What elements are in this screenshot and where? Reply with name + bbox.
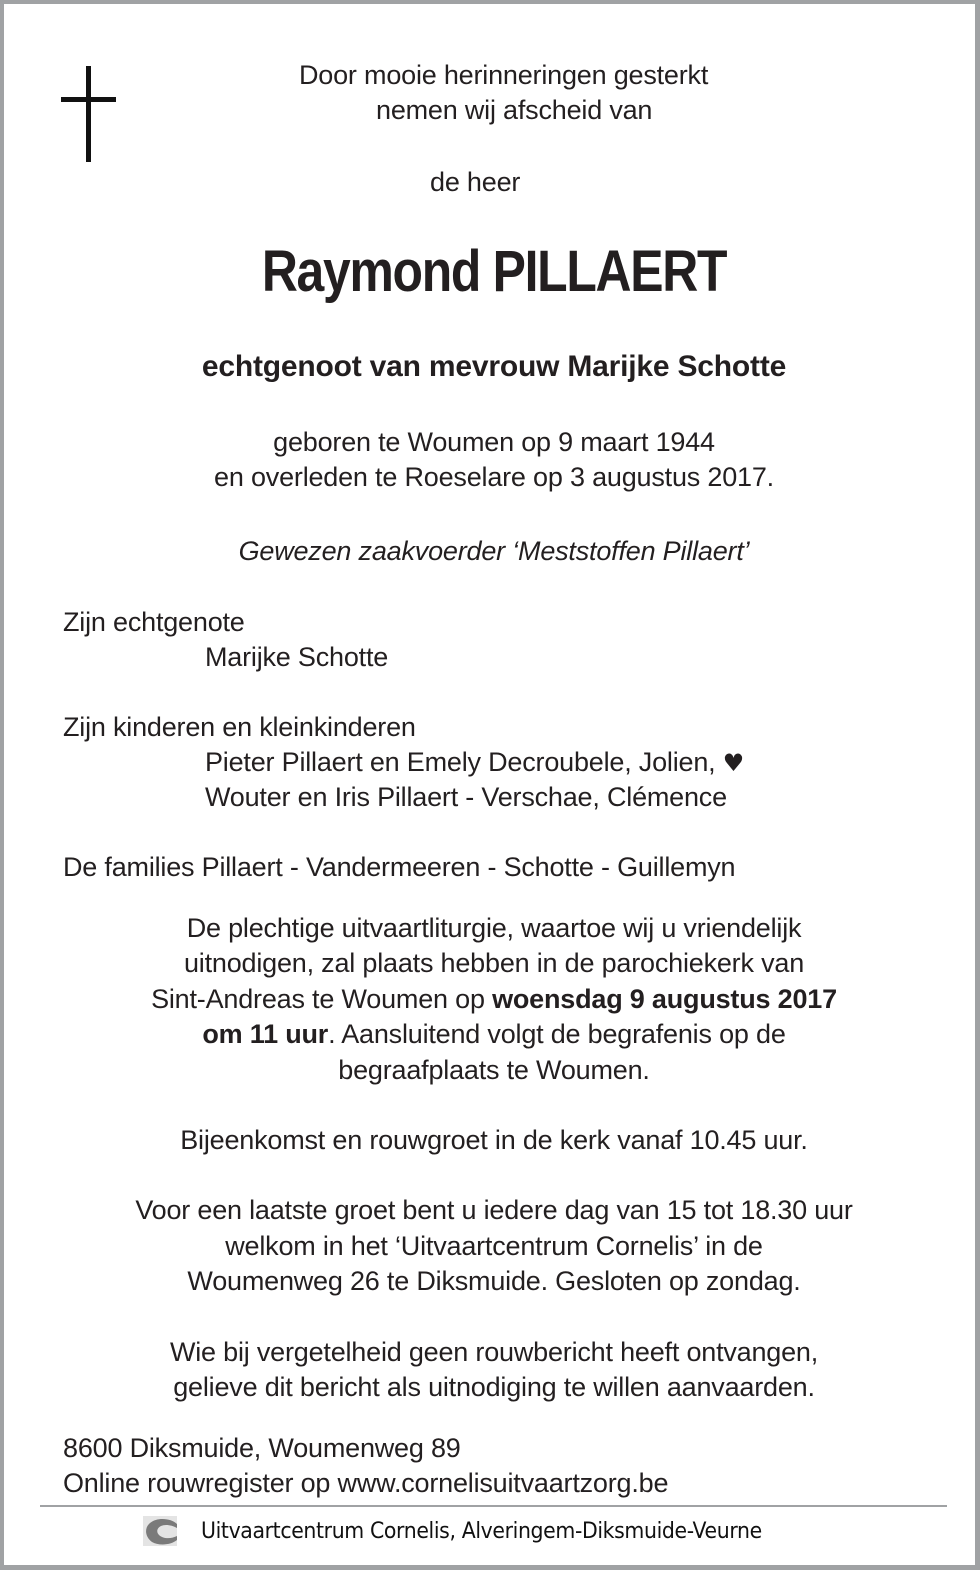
funeral-line-4 bbox=[4, 1017, 980, 1052]
visitation-line-2: welkom in het ‘Uitvaartcentrum Cornelis’ in de bbox=[225, 1231, 763, 1261]
intro-line-1: Door mooie herinneringen gesterkt bbox=[299, 60, 709, 90]
visitation-line-1: Voor een laatste groet bent u iedere dag van 15 tot 18.30 uur bbox=[135, 1195, 853, 1225]
funeral-date: woensdag 9 augustus 2017 bbox=[492, 984, 837, 1014]
funeral-line-3-prefix: Sint-Andreas te Woumen op bbox=[151, 984, 493, 1014]
notice-line-1: Wie bij vergetelheid geen rouwbericht heeft ontvangen, bbox=[169, 1337, 819, 1367]
spouse-name: Marijke Schotte bbox=[205, 642, 389, 672]
gathering-line: Bijeenkomst en rouwgroet in de kerk vanaf 10.45 uur. bbox=[180, 1125, 808, 1155]
footer-text: Uitvaartcentrum Cornelis, Alveringem-Diksmuide-Veurne bbox=[201, 1518, 763, 1544]
funeral-line-4-rest: . Aansluitend volgt de begrafenis op de bbox=[328, 1019, 786, 1049]
funeral-line-2: uitnodigen, zal plaats hebben in de parochiekerk van bbox=[183, 948, 805, 978]
funeral-line-5: begraafplaats te Woumen. bbox=[338, 1055, 650, 1085]
cornelis-c-logo-icon bbox=[143, 1516, 177, 1546]
child-line-1 bbox=[205, 745, 744, 781]
footer-divider bbox=[40, 1505, 947, 1507]
notice-line-2: gelieve dit bericht als uitnodiging te willen aanvaarden. bbox=[173, 1372, 815, 1402]
birth-line: geboren te Woumen op 9 maart 1944 bbox=[273, 427, 715, 457]
online-register-line: Online rouwregister op www.cornelisuitvaartzorg.be bbox=[63, 1468, 669, 1498]
child-line-2: Wouter en Iris Pillaert - Verschae, Clémence bbox=[205, 782, 727, 812]
death-line: en overleden te Roeselare op 3 augustus 2017. bbox=[214, 462, 774, 492]
occupation-line: Gewezen zaakvoerder ‘Meststoffen Pillaert’ bbox=[238, 536, 750, 566]
funeral-time: om 11 uur bbox=[202, 1019, 329, 1049]
deceased-name: Raymond PILLAERT bbox=[261, 239, 727, 304]
spouse-line: echtgenoot van mevrouw Marijke Schotte bbox=[201, 350, 787, 383]
visitation-line-3: Woumenweg 26 te Diksmuide. Gesloten op zondag. bbox=[187, 1266, 801, 1296]
children-heading: Zijn kinderen en kleinkinderen bbox=[63, 712, 416, 742]
spouse-heading: Zijn echtgenote bbox=[63, 607, 245, 637]
families-line: De families Pillaert - Vandermeeren - Schotte - Guillemyn bbox=[63, 852, 736, 882]
address-line: 8600 Diksmuide, Woumenweg 89 bbox=[63, 1433, 461, 1463]
child-line-1-text: Pieter Pillaert en Emely Decroubele, Jolien, bbox=[205, 747, 716, 777]
heart-icon: ♥ bbox=[722, 749, 745, 777]
funeral-line-3 bbox=[4, 982, 980, 1017]
latin-cross-icon bbox=[61, 66, 118, 164]
intro-line-2: nemen wij afscheid van bbox=[376, 95, 653, 125]
funeral-line-1: De plechtige uitvaartliturgie, waartoe wij u vriendelijk bbox=[186, 913, 802, 943]
salutation: de heer bbox=[430, 167, 521, 197]
footer bbox=[4, 1515, 980, 1547]
